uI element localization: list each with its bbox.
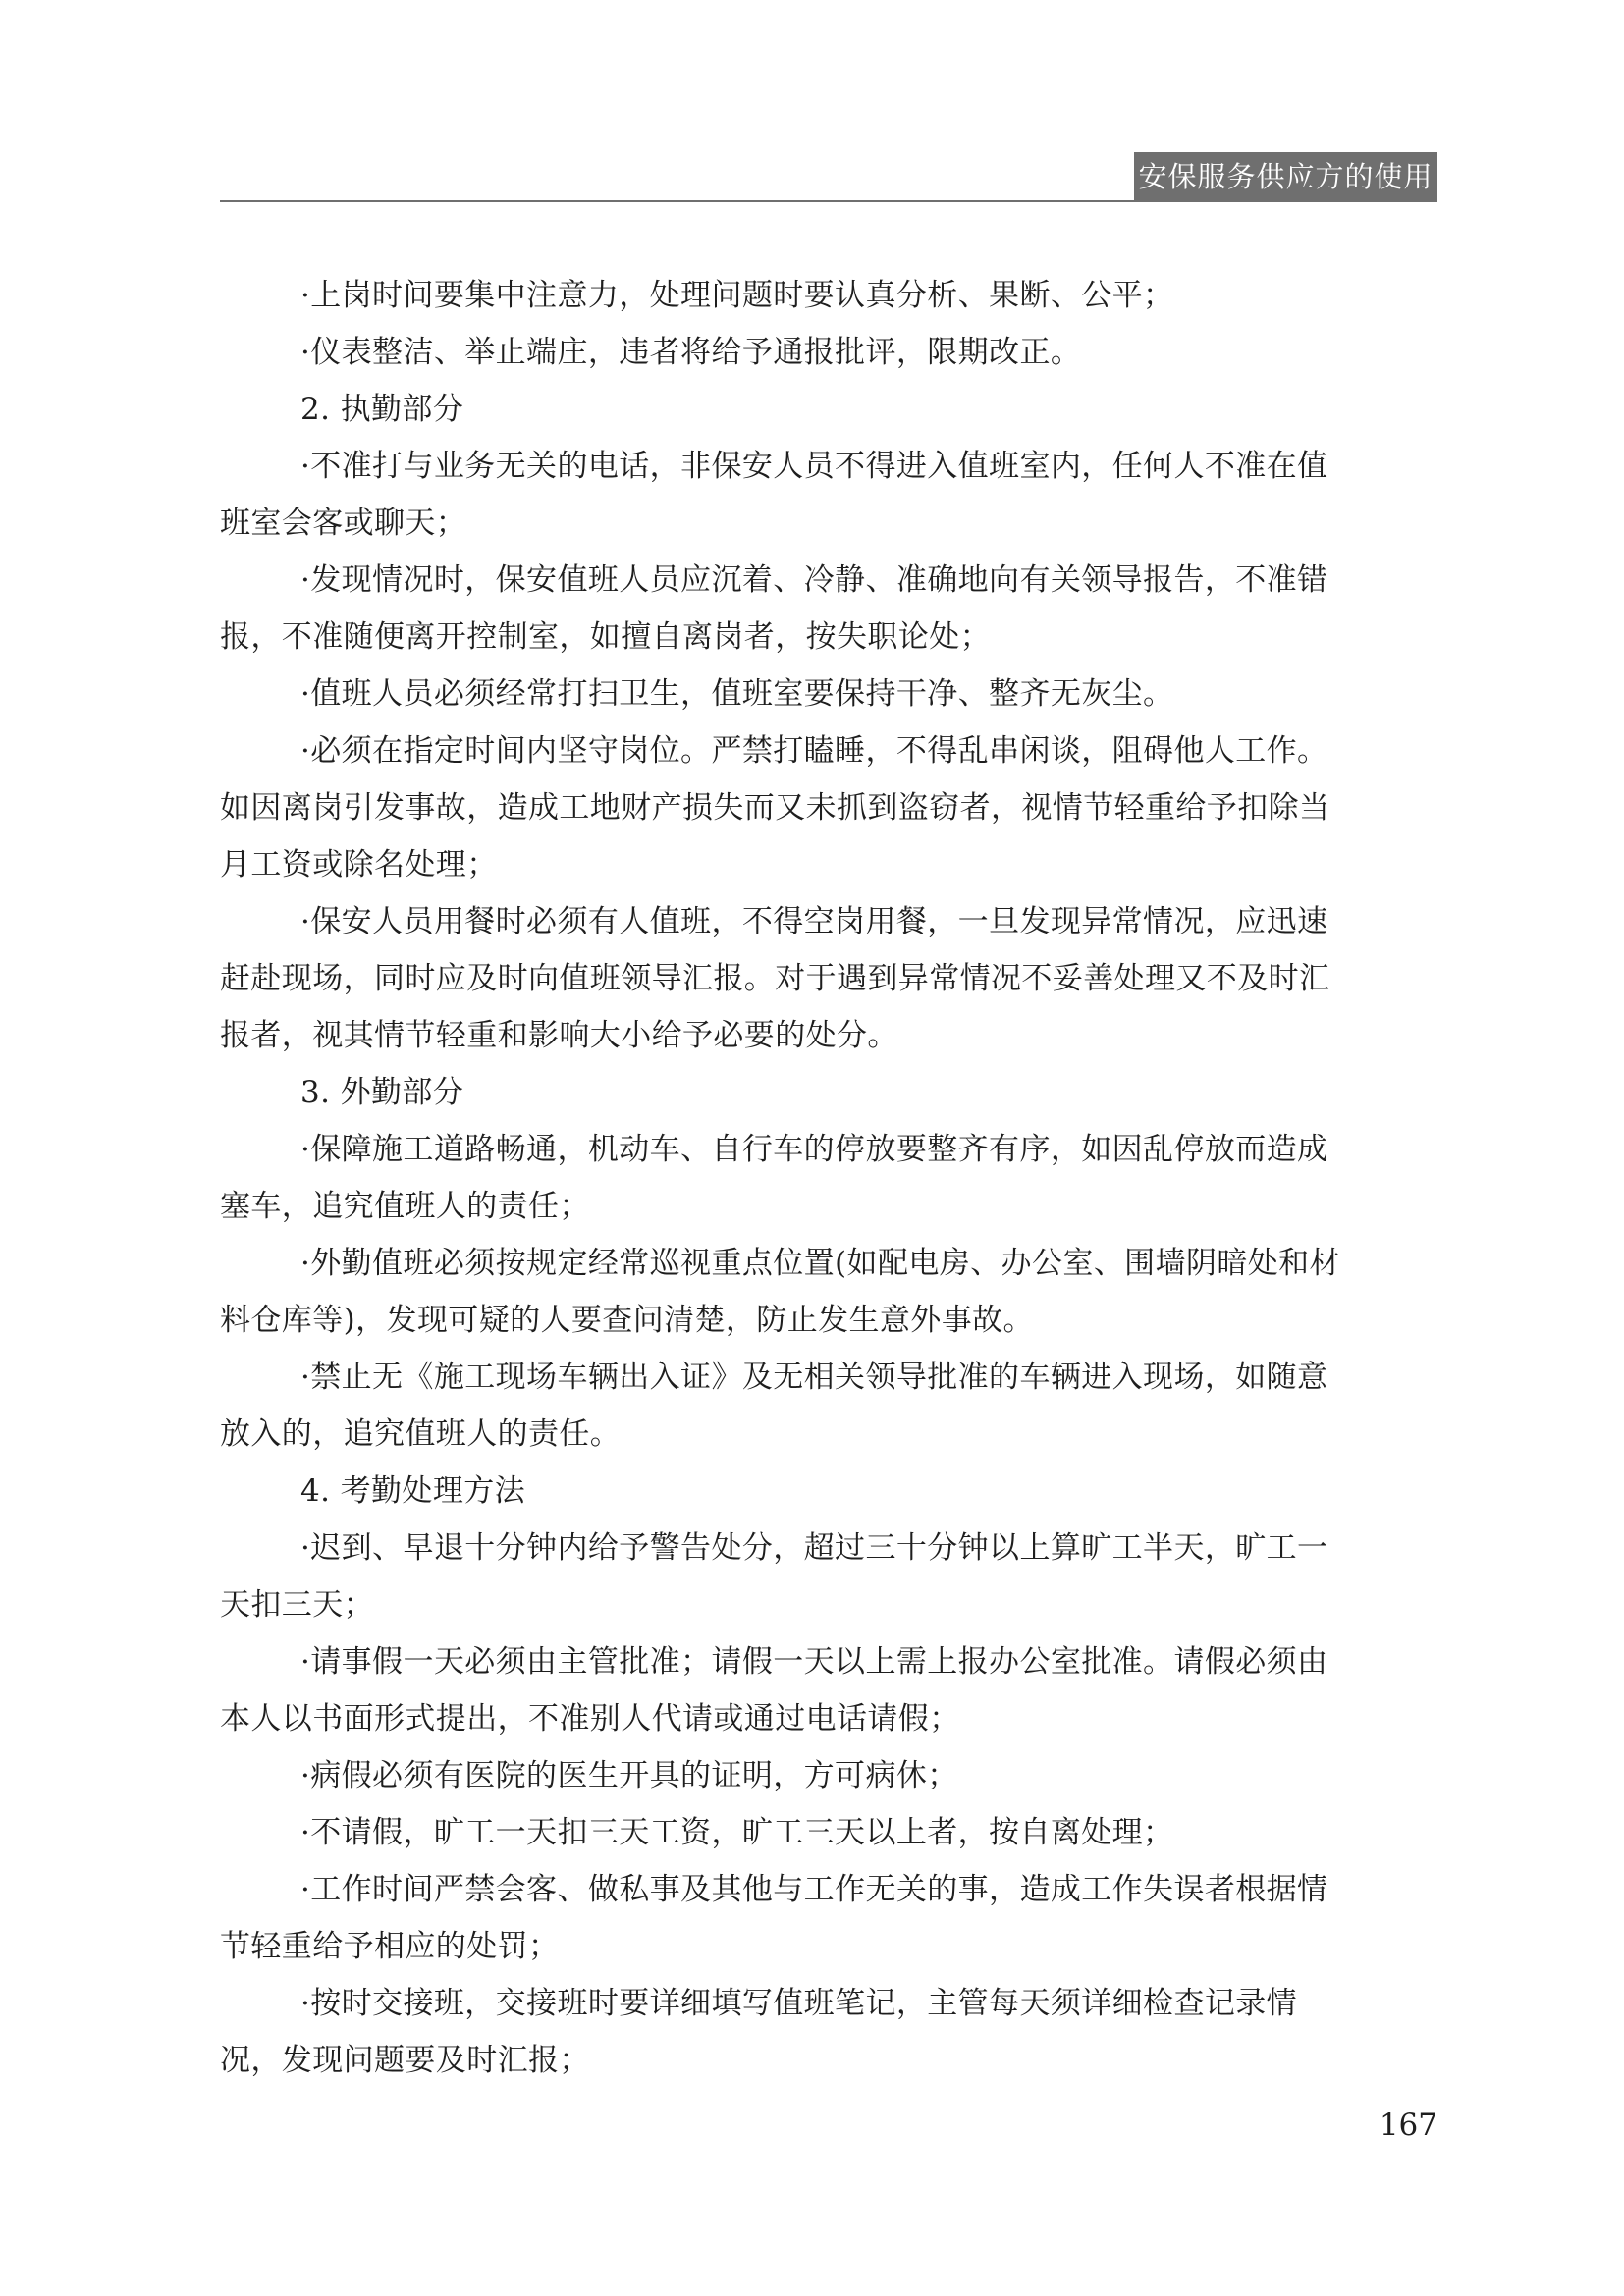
text-line: ·值班人员必须经常打扫卫生，值班室要保持干净、整齐无灰尘。 bbox=[300, 676, 1174, 712]
text-line: ·必须在指定时间内坚守岗位。严禁打瞌睡，不得乱串闲谈，阻碍他人工作。 bbox=[300, 733, 1328, 769]
running-header-section-title: 安保服务供应方的使用 bbox=[1134, 152, 1437, 201]
text-line: 月工资或除名处理； bbox=[220, 847, 498, 882]
text-line: ·仪表整洁、举止端庄，违者将给予通报批评，限期改正。 bbox=[300, 335, 1082, 370]
text-line: ·请事假一天必须由主管批准；请假一天以上需上报办公室批准。请假必须由 bbox=[300, 1644, 1328, 1680]
text-line: ·病假必须有医院的医生开具的证明，方可病休； bbox=[300, 1758, 958, 1793]
text-line: ·禁止无《施工现场车辆出入证》及无相关领导批准的车辆进入现场，如随意 bbox=[300, 1360, 1328, 1395]
text-line: 班室会客或聊天； bbox=[220, 506, 467, 541]
text-line: 报者，视其情节轻重和影响大小给予必要的处分。 bbox=[220, 1018, 898, 1053]
text-line: ·迟到、早退十分钟内给予警告处分，超过三十分钟以上算旷工半天，旷工一 bbox=[300, 1530, 1328, 1566]
text-line: 天扣三天； bbox=[220, 1587, 374, 1623]
text-line: ·工作时间严禁会客、做私事及其他与工作无关的事，造成工作失误者根据情 bbox=[300, 1872, 1328, 1907]
running-header-rule bbox=[220, 200, 1437, 202]
section-heading: 4. 考勤处理方法 bbox=[300, 1473, 526, 1509]
text-line: 况，发现问题要及时汇报； bbox=[220, 2043, 590, 2078]
text-line: ·按时交接班，交接班时要详细填写值班笔记，主管每天须详细检查记录情 bbox=[300, 1986, 1298, 2021]
text-line: 本人以书面形式提出，不准别人代请或通过电话请假； bbox=[220, 1701, 960, 1736]
text-line: 报，不准随便离开控制室，如擅自离岗者，按失职论处； bbox=[220, 619, 991, 655]
section-heading: 3. 外勤部分 bbox=[300, 1075, 464, 1110]
text-line: 节轻重给予相应的处罚； bbox=[220, 1929, 560, 1964]
text-line: ·保安人员用餐时必须有人值班，不得空岗用餐，一旦发现异常情况，应迅速 bbox=[300, 904, 1328, 939]
text-line: ·不请假，旷工一天扣三天工资，旷工三天以上者，按自离处理； bbox=[300, 1815, 1174, 1850]
page-number: 167 bbox=[1379, 2108, 1437, 2143]
text-line: 料仓库等)，发现可疑的人要查问清楚，防止发生意外事故。 bbox=[220, 1303, 1034, 1338]
text-line: ·上岗时间要集中注意力，处理问题时要认真分析、果断、公平； bbox=[300, 278, 1174, 313]
text-line: ·发现情况时，保安值班人员应沉着、冷静、准确地向有关领导报告，不准错 bbox=[300, 562, 1328, 598]
section-heading: 2. 执勤部分 bbox=[300, 392, 464, 427]
text-line: ·外勤值班必须按规定经常巡视重点位置(如配电房、办公室、围墙阴暗处和材 bbox=[300, 1246, 1340, 1281]
text-line: ·不准打与业务无关的电话，非保安人员不得进入值班室内，任何人不准在值 bbox=[300, 449, 1328, 484]
text-line: 如因离岗引发事故，造成工地财产损失而又未抓到盗窃者，视情节轻重给予扣除当 bbox=[220, 790, 1330, 826]
text-line: 放入的，追究值班人的责任。 bbox=[220, 1416, 622, 1452]
text-line: ·保障施工道路畅通，机动车、自行车的停放要整齐有序，如因乱停放而造成 bbox=[300, 1132, 1328, 1167]
text-line: 赶赴现场，同时应及时向值班领导汇报。对于遇到异常情况不妥善处理又不及时汇 bbox=[220, 961, 1330, 996]
text-line: 塞车，追究值班人的责任； bbox=[220, 1189, 590, 1224]
